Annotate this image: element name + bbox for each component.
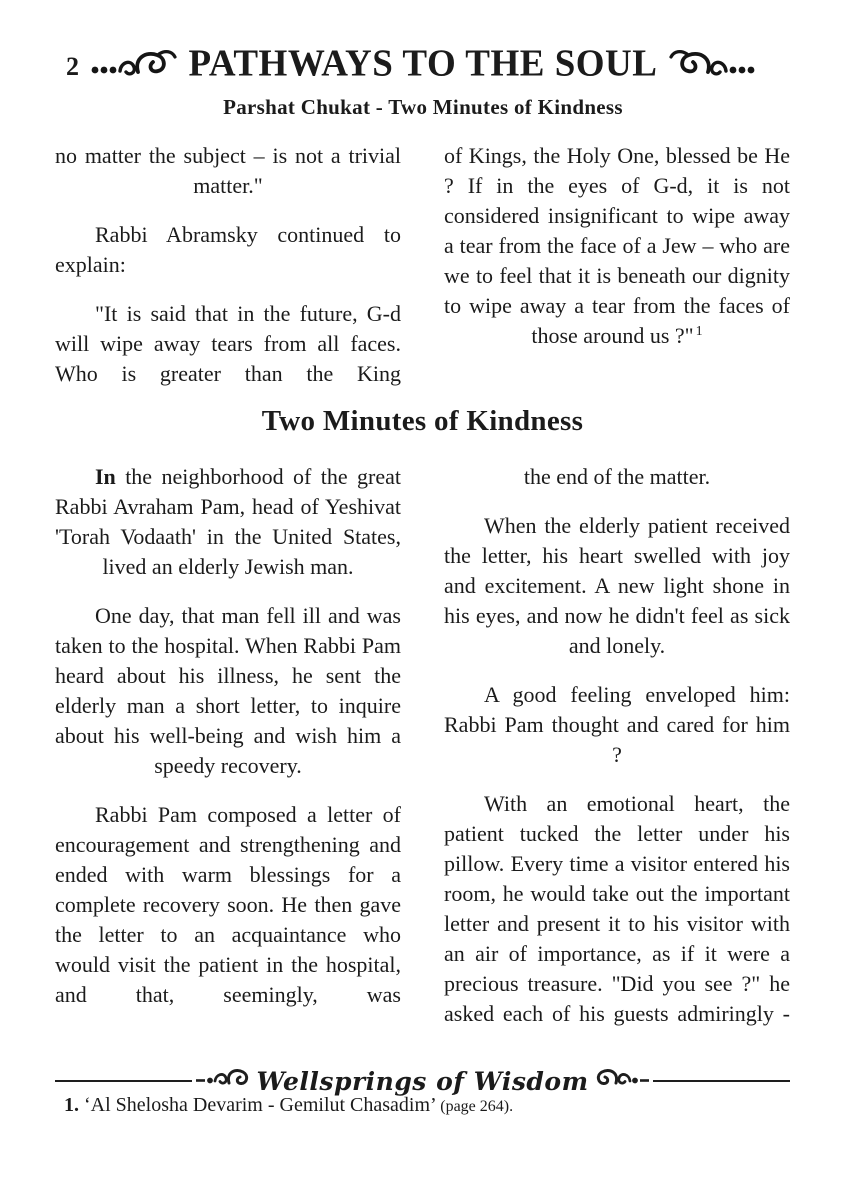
chapter-subtitle: Parshat Chukat - Two Minutes of Kindness	[223, 95, 623, 119]
paragraph: One day, that man fell ill and was taken to the hospital. When Rabbi Pam heard about his illness, he sent the elderly man a short letter, to inquire about his well-being and wish him a speedy recovery.	[55, 603, 401, 778]
section-2-left-column	[55, 462, 401, 1029]
paragraph-text: the neighborhood of the great Rabbi Avraham Pam, head of Yeshivat 'Torah Vodaath' in the United States, lived an elderly Jewish man.	[55, 464, 401, 579]
book-title: PATHWAYS TO THE SOUL	[188, 42, 658, 85]
paragraph	[444, 141, 790, 351]
paragraph: When the elderly patient received the letter, his heart swelled with joy and excitement. A new light shone in his eyes, and now he didn't feel as sick and lonely.	[444, 513, 790, 658]
footnote	[64, 1094, 513, 1117]
footer-ornament-label	[192, 1067, 652, 1096]
paragraph: A good feeling enveloped him: Rabbi Pam thought and cared for him ?	[444, 682, 790, 767]
header-flourish-right-icon	[665, 47, 757, 81]
footnote-text: ‘Al Shelosha Devarim - Gemilut Chasadim’	[84, 1094, 436, 1116]
page-number: 2	[66, 52, 79, 81]
paragraph: Rabbi Pam composed a letter of encouragement and strengthening and ended with warm blessings for a complete recovery soon. He then gave the letter to an acquaintance who would visit the patient in the hospital, and that, seemingly, was	[55, 802, 401, 1007]
footnote-page-ref: (page 264).	[440, 1098, 514, 1115]
paragraph: the end of the matter.	[523, 464, 711, 489]
footer-rule-left	[55, 1080, 192, 1082]
footer-curl-left-icon	[196, 1068, 250, 1094]
section-2-right-column	[444, 462, 790, 1029]
paragraph: Rabbi Abramsky continued to explain:	[55, 222, 401, 277]
page-header	[0, 42, 846, 85]
section-1-left-column	[55, 141, 401, 389]
header-flourish-left-icon	[89, 47, 181, 81]
footer-ornament-text: Wellsprings of Wisdom	[256, 1066, 589, 1096]
footer-rule-right	[653, 1080, 790, 1082]
footer-ornament	[55, 1066, 790, 1096]
section-1-right-column	[444, 141, 790, 389]
paragraph	[55, 462, 401, 582]
paragraph-text: of Kings, the Holy One, blessed be He ? If in the eyes of G-d, it is not considered insignificant to wipe away a tear from the face of a Jew – who are we to feel that it is beneath our dignity to wipe away a tear from the faces of those around us ?"	[444, 143, 790, 348]
footer-curl-right-icon	[595, 1068, 649, 1094]
section-1-columns	[55, 141, 790, 389]
footnote-reference: 1	[695, 323, 703, 339]
paragraph: no matter the subject – is not a trivial matter."	[55, 143, 401, 198]
paragraph: "It is said that in the future, G-d will wipe away tears from all faces. Who is greater than the King	[55, 301, 401, 386]
paragraph: With an emotional heart, the patient tucked the letter under his pillow. Every time a visitor entered his room, he would take out the important letter and present it to his visitor with an air of importance, as if it were a precious treasure. "Did you see ?" he asked each of his guests admiringly -	[444, 791, 790, 1026]
page-content	[55, 141, 790, 1029]
section-2-columns	[55, 462, 790, 1029]
lead-word: In	[95, 464, 116, 489]
section-heading: Two Minutes of Kindness	[261, 405, 584, 437]
footnote-marker: 1.	[64, 1094, 79, 1116]
